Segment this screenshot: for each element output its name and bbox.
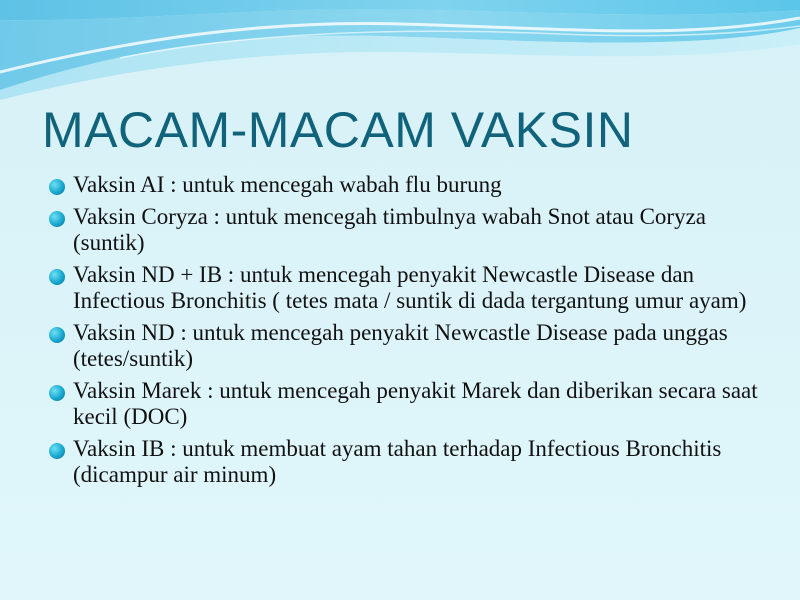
bullet-dot-icon — [49, 179, 65, 195]
bullet-text: Vaksin ND : untuk mencegah penyakit Newcastle Disease pada unggas (tetes/suntik) — [73, 320, 728, 371]
bullet-item — [48, 320, 768, 372]
bullet-dot-icon — [49, 269, 65, 285]
slide-title: MACAM-MACAM VAKSIN — [42, 102, 634, 158]
bullet-dot-icon — [49, 211, 65, 227]
bullet-item — [48, 262, 768, 314]
bullet-dot-icon — [49, 443, 65, 459]
bullet-list — [48, 172, 768, 494]
bullet-item — [48, 436, 768, 488]
header-wave-decoration — [0, 0, 800, 100]
bullet-text: Vaksin IB : untuk membuat ayam tahan terhadap Infectious Bronchitis (dicampur air minum) — [73, 436, 722, 487]
bullet-dot-icon — [49, 385, 65, 401]
bullet-item — [48, 172, 768, 198]
bullet-text: Vaksin Marek : untuk mencegah penyakit Marek dan diberikan secara saat kecil (DOC) — [73, 378, 758, 429]
bullet-item — [48, 378, 768, 430]
bullet-text: Vaksin ND + IB : untuk mencegah penyakit Newcastle Disease dan Infectious Bronchitis ( tetes mata / suntik di dada tergantung umur ayam) — [73, 262, 747, 313]
bullet-item — [48, 204, 768, 256]
bullet-text: Vaksin Coryza : untuk mencegah timbulnya wabah Snot atau Coryza (suntik) — [73, 204, 706, 255]
bullet-text: Vaksin AI : untuk mencegah wabah flu burung — [73, 172, 502, 197]
bullet-dot-icon — [49, 327, 65, 343]
